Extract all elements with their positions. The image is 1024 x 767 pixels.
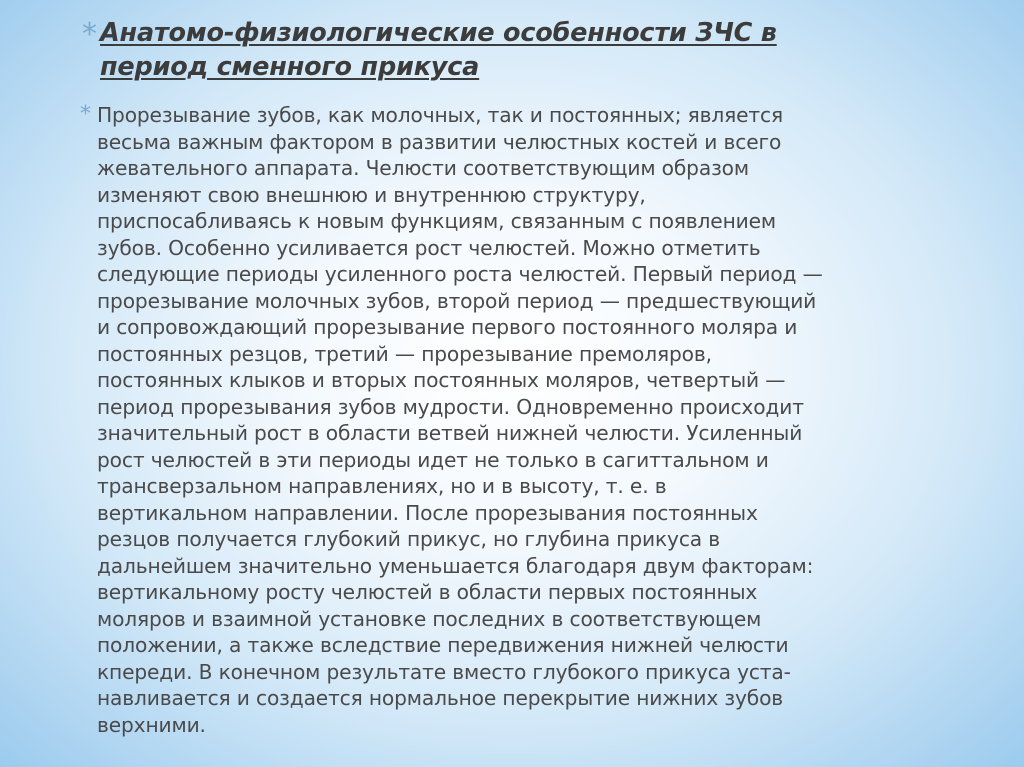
body-line: весьма важным фактором в развитии челюстных костей и всего xyxy=(97,129,782,154)
body-line: изменяют свою внешнюю и внутреннюю структуру, xyxy=(97,182,646,207)
body-line: значительный рост в области ветвей нижней челюсти. Усиленный xyxy=(97,421,803,445)
body-line: верхними. xyxy=(97,712,206,737)
body-line: и сопровождающий прорезывание первого постоянного моляра и xyxy=(97,315,798,339)
body-line: зубов. Особенно усиливается рост челюстей. Можно отметить xyxy=(97,235,761,260)
body-line: жевательного аппарата. Челюсти соответствующим образом xyxy=(97,156,749,180)
body-line: вертикальному росту челюстей в области первых постоянных xyxy=(97,580,758,604)
title-line-1: Анатомо-физиологические особенности ЗЧС в xyxy=(100,18,777,48)
body-line: трансверзальном направлениях, но и в высоту, т. е. в xyxy=(97,474,667,498)
body-line: следующие периоды усиленного роста челюстей. Первый период — xyxy=(97,262,823,286)
title-block xyxy=(82,16,982,84)
body-line: период прорезывания зубов мудрости. Одновременно происходит xyxy=(97,394,804,419)
body-line: Прорезывание зубов, как молочных, так и постоянных; является xyxy=(97,103,783,127)
slide-title xyxy=(100,16,982,84)
body-line: кпереди. В конечном результате вместо глубокого прикуса уста- xyxy=(97,659,791,684)
body-line: положении, а также вследствие передвижения нижней челюсти xyxy=(97,633,789,657)
title-bullet-icon: * xyxy=(82,17,97,52)
body-line: дальнейшем значительно уменьшается благодаря двум факторам: xyxy=(97,553,814,578)
body-bullet-icon: * xyxy=(80,102,91,127)
body-line: резцов получается глубокий прикус, но глубина прикуса в xyxy=(97,527,721,551)
body-block xyxy=(80,102,960,738)
body-line: постоянных резцов, третий — прорезывание премоляров, xyxy=(97,341,712,366)
title-line-2: период сменного прикуса xyxy=(100,52,480,82)
body-line: прорезывание молочных зубов, второй период — предшествующий xyxy=(97,288,817,313)
body-line: приспосабливаясь к новым функциям, связанным с появлением xyxy=(97,209,776,233)
body-line: рост челюстей в эти периоды идет не только в сагиттальном и xyxy=(97,447,769,472)
body-line: постоянных клыков и вторых постоянных моляров, четвертый — xyxy=(97,368,786,392)
body-line: моляров и взаимной установке последних в соответствующем xyxy=(97,606,762,631)
body-line: навливается и создается нормальное перекрытие нижних зубов xyxy=(97,686,784,710)
body-paragraph xyxy=(97,102,960,738)
body-line: вертикальном направлении. После прорезывания постоянных xyxy=(97,500,758,525)
